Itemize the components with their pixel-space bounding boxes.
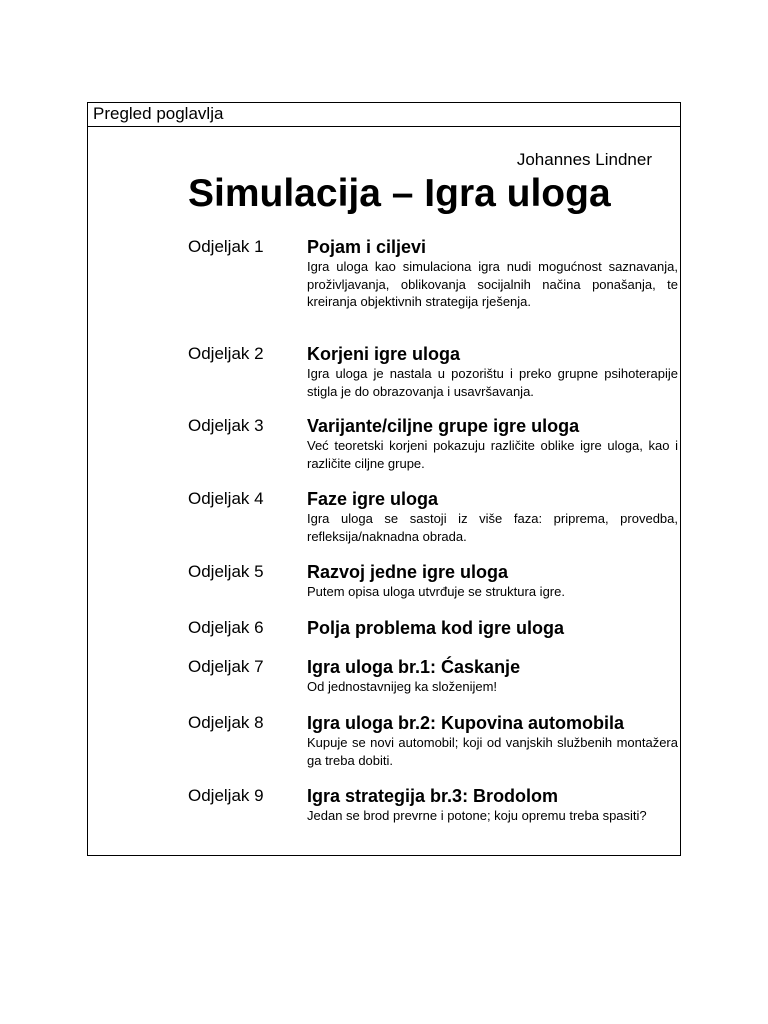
section-label: Odjeljak 5 xyxy=(188,562,264,581)
section-label: Odjeljak 6 xyxy=(188,618,264,637)
section-label: Odjeljak 8 xyxy=(188,713,264,732)
section-label: Odjeljak 7 xyxy=(188,657,264,676)
section-description: Od jednostavnijeg ka složenijem! xyxy=(307,679,498,694)
section-description: Putem opisa uloga utvrđuje se struktura igre. xyxy=(307,584,565,599)
section-description: Igra uloga se sastoji iz više faza: priprema, provedba, refleksija/naknadna obrada. xyxy=(307,511,678,544)
section-title: Faze igre uloga xyxy=(307,489,439,509)
section-description: Igra uloga kao simulaciona igra nudi mogućnost saznavanja, proživljavanja, oblikovanja socijalnih načina ponašanja, te kreiranja objektivnih strategija rješenja. xyxy=(307,259,678,309)
section-title: Polja problema kod igre uloga xyxy=(307,618,565,638)
chapter-overview-box xyxy=(87,102,681,856)
section-description: Već teoretski korjeni pokazuju različite oblike igre uloga, kao i različite ciljne grupe. xyxy=(307,438,678,471)
section-title: Igra strategija br.3: Brodolom xyxy=(307,786,559,806)
section-label: Odjeljak 1 xyxy=(188,237,264,256)
section-title: Korjeni igre uloga xyxy=(307,344,461,364)
section-description: Igra uloga je nastala u pozorištu i preko grupne psihoterapije stigla je do obrazovanja i usavršavanja. xyxy=(307,366,678,399)
section-title: Igra uloga br.2: Kupovina automobila xyxy=(307,713,625,733)
section-description: Jedan se brod prevrne i potone; koju opremu treba spasiti? xyxy=(307,808,647,823)
section-description: Kupuje se novi automobil; koji od vanjskih službenih montažera ga treba dobiti. xyxy=(307,735,678,768)
section-label: Odjeljak 3 xyxy=(188,416,264,435)
author-name: Johannes Lindner xyxy=(516,150,652,169)
section-label: Odjeljak 9 xyxy=(188,786,264,805)
box-header: Pregled poglavlja xyxy=(88,103,680,127)
section-label: Odjeljak 2 xyxy=(188,344,264,363)
document-title: Simulacija – Igra uloga xyxy=(188,172,611,215)
section-title: Razvoj jedne igre uloga xyxy=(307,562,509,582)
section-title: Igra uloga br.1: Ćaskanje xyxy=(307,657,521,677)
section-title: Pojam i ciljevi xyxy=(307,237,427,257)
section-title: Varijante/ciljne grupe igre uloga xyxy=(307,416,580,436)
section-label: Odjeljak 4 xyxy=(188,489,264,508)
